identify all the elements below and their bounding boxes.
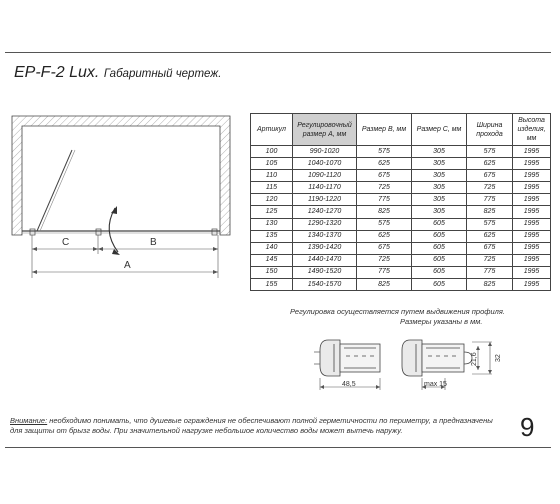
profile-section-right (402, 340, 472, 376)
table-cell: 1995 (513, 242, 551, 254)
page-subtitle: Габаритный чертеж. (103, 68, 222, 80)
table-cell: 305 (412, 194, 467, 206)
table-cell: 1995 (513, 218, 551, 230)
table-cell: 130 (251, 218, 293, 230)
table-row (251, 218, 551, 230)
profile-sections (310, 328, 530, 400)
table-cell: 825 (467, 279, 513, 291)
plan-drawing (0, 100, 235, 290)
page-title (14, 64, 221, 82)
table-row (251, 230, 551, 242)
table-cell: 605 (412, 218, 467, 230)
table-cell: 1190-1220 (293, 194, 357, 206)
profile-inner-height-label: 21,6 (471, 352, 478, 366)
table-cell: 305 (412, 158, 467, 170)
table-cell: 155 (251, 279, 293, 291)
table-cell: 305 (412, 206, 467, 218)
table-cell: 575 (467, 146, 513, 158)
table-cell: 775 (357, 266, 412, 278)
table-cell: 605 (412, 254, 467, 266)
table-row (251, 182, 551, 194)
table-cell: 1995 (513, 194, 551, 206)
table-cell: 625 (467, 158, 513, 170)
warning-label: Внимание: (10, 416, 48, 425)
table-cell: 1440-1470 (293, 254, 357, 266)
table-cell: 675 (357, 242, 412, 254)
table-cell: 575 (467, 218, 513, 230)
table-cell: 825 (467, 206, 513, 218)
table-cell: 105 (251, 158, 293, 170)
adjust-note-2: Размеры указаны в мм. (400, 317, 483, 326)
profile-width-label: 48,5 (342, 381, 356, 388)
header-size-c: Размер C, мм (412, 114, 467, 146)
table-row (251, 206, 551, 218)
profile-max-label: max 15 (424, 381, 447, 388)
table-body (251, 146, 551, 291)
table-cell: 1240-1270 (293, 206, 357, 218)
header-size-b: Размер B, мм (357, 114, 412, 146)
open-door (37, 150, 72, 231)
table-cell: 825 (357, 279, 412, 291)
table-cell: 1995 (513, 170, 551, 182)
adjust-note-1: Регулировка осуществляется путем выдвижения профиля. (290, 307, 506, 316)
table-row (251, 146, 551, 158)
table-cell: 605 (412, 266, 467, 278)
warning-note (10, 416, 493, 436)
table-cell: 100 (251, 146, 293, 158)
table-cell: 1995 (513, 206, 551, 218)
table-cell: 725 (357, 254, 412, 266)
table-cell: 1090-1120 (293, 170, 357, 182)
spec-table (250, 113, 551, 291)
warning-line-2: для защиты от брызг воды. При значительной нагрузке небольшое количество воды может вытечь наружу. (10, 426, 403, 435)
table-cell: 1995 (513, 266, 551, 278)
table-cell: 725 (467, 182, 513, 194)
table-cell: 1040-1070 (293, 158, 357, 170)
table-row (251, 170, 551, 182)
table-row (251, 254, 551, 266)
table-cell: 1540-1570 (293, 279, 357, 291)
table-cell: 675 (467, 242, 513, 254)
page-number: 9 (520, 412, 535, 442)
table-cell: 605 (412, 230, 467, 242)
table-row (251, 242, 551, 254)
table-cell: 625 (357, 230, 412, 242)
profile-section-left (314, 340, 380, 376)
table-cell: 1995 (513, 230, 551, 242)
door-swing-arc (109, 208, 118, 252)
table-cell: 675 (467, 170, 513, 182)
table-cell: 115 (251, 182, 293, 194)
wall-outline (12, 116, 230, 235)
table-cell: 135 (251, 230, 293, 242)
table-cell: 150 (251, 266, 293, 278)
table-cell: 110 (251, 170, 293, 182)
header-range-a: Регулировочный размер A, мм (293, 114, 357, 146)
table-cell: 725 (357, 182, 412, 194)
table-cell: 605 (412, 279, 467, 291)
table-cell: 775 (357, 194, 412, 206)
header-height: Высота изделия, мм (513, 114, 551, 146)
table-cell: 1995 (513, 182, 551, 194)
table-cell: 625 (467, 230, 513, 242)
dimension-label-b: B (150, 237, 157, 248)
header-article: Артикул (251, 114, 293, 146)
table-cell: 1290-1320 (293, 218, 357, 230)
table-row (251, 266, 551, 278)
dimension-label-a: A (124, 260, 131, 271)
bottom-rule (5, 447, 551, 448)
table-cell: 725 (467, 254, 513, 266)
dimension-label-c: C (62, 237, 70, 248)
table-cell: 145 (251, 254, 293, 266)
table-row (251, 194, 551, 206)
table-cell: 825 (357, 206, 412, 218)
table-cell: 775 (467, 194, 513, 206)
table-cell: 1995 (513, 146, 551, 158)
table-cell: 140 (251, 242, 293, 254)
table-header-row (251, 114, 551, 146)
table-cell: 625 (357, 158, 412, 170)
table-cell: 1390-1420 (293, 242, 357, 254)
warning-line-1: необходимо понимать, что душевые ограждения не обеспечивают полной герметичности по периметру, а предназначены (47, 416, 493, 425)
table-cell: 120 (251, 194, 293, 206)
profile-outer-height-label: 32 (495, 354, 502, 362)
table-cell: 125 (251, 206, 293, 218)
table-cell: 575 (357, 218, 412, 230)
table-cell: 775 (467, 266, 513, 278)
table-cell: 1140-1170 (293, 182, 357, 194)
table-cell: 575 (357, 146, 412, 158)
table-cell: 1340-1370 (293, 230, 357, 242)
table-cell: 1995 (513, 279, 551, 291)
table-row (251, 279, 551, 291)
table-cell: 305 (412, 170, 467, 182)
header-passage: Ширина прохода (467, 114, 513, 146)
table-cell: 305 (412, 146, 467, 158)
model-name: EP-F-2 Lux. (14, 64, 100, 81)
table-cell: 990-1020 (293, 146, 357, 158)
table-row (251, 158, 551, 170)
table-cell: 675 (357, 170, 412, 182)
table-cell: 605 (412, 242, 467, 254)
top-rule (5, 52, 551, 53)
table-cell: 1995 (513, 254, 551, 266)
table-cell: 1490-1520 (293, 266, 357, 278)
table-cell: 1995 (513, 158, 551, 170)
table-cell: 305 (412, 182, 467, 194)
